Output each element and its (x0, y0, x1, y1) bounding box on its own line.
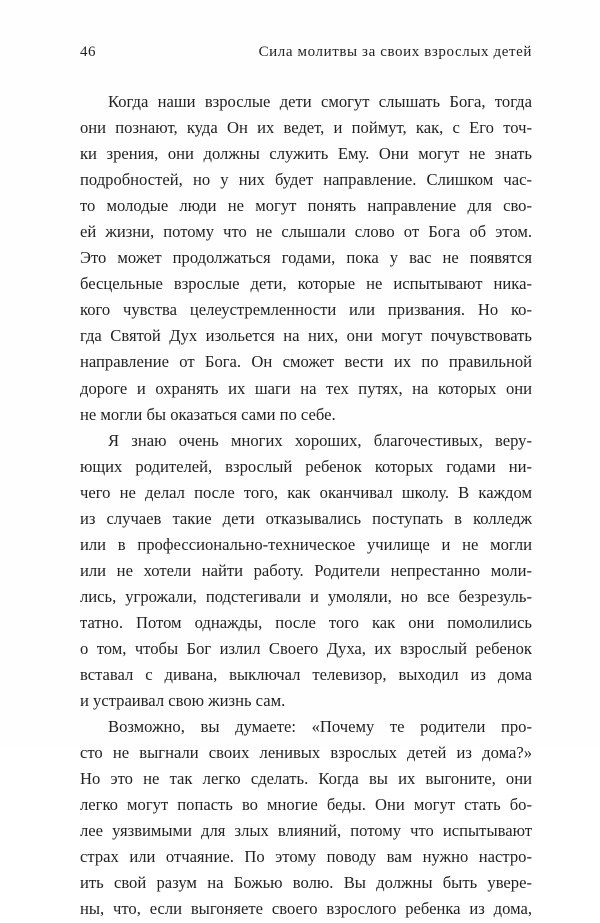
text-line: легко могут попасть во многие беды. Они могут стать бо- (80, 795, 532, 815)
paragraph-2 (80, 428, 532, 715)
text-line: из случаев такие дети отказывались поступать в колледж (80, 508, 532, 528)
paragraph-3 (80, 714, 532, 922)
text-line: ей жизни, потому что не слышали слово от Бога об этом. (80, 222, 532, 242)
text-line: вставал с дивана, выключал телевизор, выходил из дома (80, 665, 532, 685)
text-line: гда Святой Дух изольется на них, они могут почувствовать (80, 326, 532, 346)
text-line: Но это не так легко сделать. Когда вы их выгоните, они (80, 769, 532, 789)
text-line: страх или отчаяние. По этому поводу вам нужно настро- (80, 847, 532, 867)
text-line: Когда наши взрослые дети смогут слышать Бога, тогда (108, 92, 532, 111)
page-number: 46 (80, 44, 96, 60)
text-line: Это может продолжаться годами, пока у вас не появятся (80, 248, 532, 268)
text-line: не могли бы оказаться сами по себе. (80, 404, 336, 424)
text-line: подробностей, но у них будет направление. Слишком час- (80, 170, 532, 190)
text-line: Возможно, вы думаете: «Почему те родители про- (108, 717, 532, 737)
text-line: они познают, куда Он их ведет, и поймут, как, с Его точ- (80, 118, 532, 138)
text-line: или не хотели найти работу. Родители непрестанно моли- (80, 560, 532, 580)
text-line: бесцельные взрослые дети, которые не испытывают ника- (80, 274, 532, 294)
text-line: о том, чтобы Бог излил Своего Духа, их взрослый ребенок (80, 638, 532, 658)
text-line: кого чувства целеустремленности или призвания. Но ко- (80, 300, 532, 320)
text-line: татно. Потом однажды, после того как они помолились (80, 612, 532, 632)
text-line: то молодые люди не могут понять направление для сво- (80, 196, 532, 216)
running-title: Сила молитвы за своих взрослых детей (258, 44, 532, 60)
text-line: направление от Бога. Он сможет вести их по правильной (80, 352, 532, 372)
text-line: и устраивал свою жизнь сам. (80, 691, 286, 711)
text-line: ющих родителей, взрослый ребенок которых годами ни- (80, 456, 532, 476)
text-line: лее уязвимыми для злых влияний, потому что испытывают (80, 821, 532, 841)
text-line: ить свой разум на Божью волю. Вы должны быть увере- (80, 873, 532, 893)
text-line: ки зрения, они должны служить Ему. Они могут не знать (80, 144, 532, 164)
text-line: дороге и охранять их шаги на тех путях, на которых они (80, 378, 532, 398)
paragraph-1 (80, 89, 532, 428)
text-line: лись, угрожали, подстегивали и умоляли, но все безрезуль- (80, 586, 532, 606)
text-line: ны, что, если выгоняете своего взрослого ребенка из дома, (80, 899, 532, 919)
text-line: сто не выгнали своих ленивых взрослых детей из дома?» (80, 743, 532, 763)
running-header (80, 44, 532, 66)
text-line: чего не делал после того, как оканчивал школу. В каждом (80, 482, 532, 502)
text-line: Я знаю очень многих хороших, благочестивых, веру- (108, 430, 532, 450)
body-text (80, 89, 532, 923)
text-line: или в профессионально-техническое училище и не могли (80, 534, 532, 554)
